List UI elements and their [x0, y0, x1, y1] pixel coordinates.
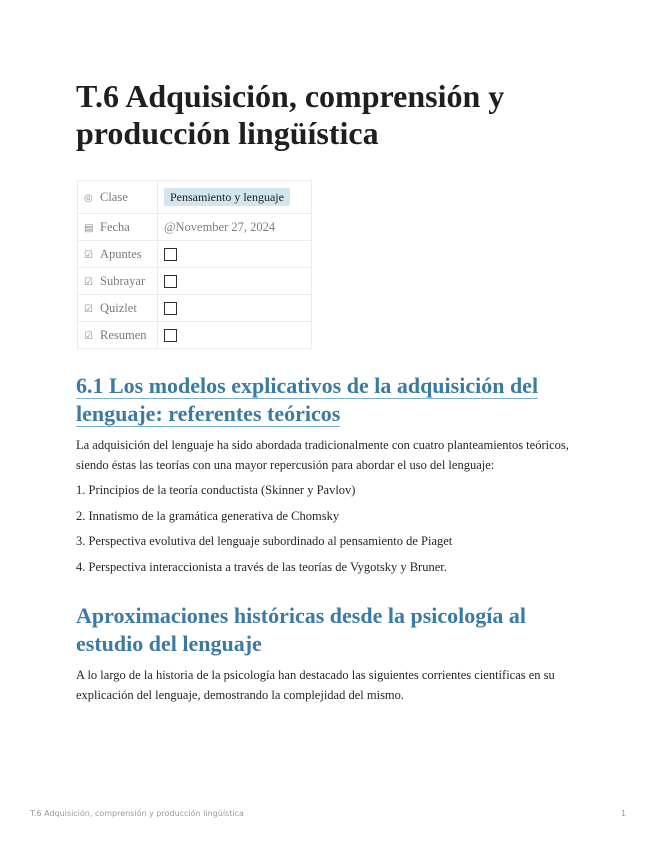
calendar-icon: ▤ [84, 222, 94, 234]
property-row-quizlet [78, 295, 312, 322]
resumen-checkbox[interactable] [164, 329, 177, 342]
subrayar-checkbox[interactable] [164, 275, 177, 288]
property-row-apuntes [78, 241, 312, 268]
section-heading-6-1: 6.1 Los modelos explicativos de la adquisición del lenguaje: referentes teóricos [76, 373, 539, 426]
checkbox-prop-icon: ☑ [84, 330, 93, 342]
properties-table [77, 180, 312, 349]
footer-title: T.6 Adquisición, comprensión y producción lingüística [30, 809, 244, 818]
list-item: 2. Innatismo de la gramática generativa de Chomsky [76, 509, 340, 523]
section-intro: La adquisición del lenguaje ha sido abordada tradicionalmente con cuatro planteamientos teóricos, siendo éstas las teorías con una mayor repercusión para abordar el uso del lenguaje: [76, 438, 569, 472]
property-key: Quizlet [100, 300, 137, 315]
page-title: T.6 Adquisición, comprensión y producción lingüística [76, 78, 505, 151]
footer-page-number: 1 [621, 809, 627, 818]
property-row-fecha [78, 214, 312, 241]
list-item: 4. Perspectiva interaccionista a través de las teorías de Vygotsky y Bruner. [76, 560, 447, 574]
checkbox-prop-icon: ☑ [84, 303, 93, 315]
checkbox-prop-icon: ☑ [84, 249, 93, 261]
property-row-subrayar [78, 268, 312, 295]
list-item: 1. Principios de la teoría conductista (Skinner y Pavlov) [76, 483, 356, 497]
date-value[interactable]: @November 27, 2024 [164, 219, 276, 234]
section-heading-aproximaciones: Aproximaciones históricas desde la psicología al estudio del lenguaje [76, 603, 526, 656]
property-key: Apuntes [100, 246, 142, 261]
checkbox-prop-icon: ☑ [84, 276, 93, 288]
property-key: Fecha [100, 219, 130, 234]
property-key: Resumen [100, 327, 147, 342]
clase-icon: ◎ [84, 192, 93, 204]
property-row-clase [78, 181, 312, 214]
clase-tag[interactable]: Pensamiento y lenguaje [164, 188, 290, 206]
list-item: 3. Perspectiva evolutiva del lenguaje subordinado al pensamiento de Piaget [76, 534, 453, 548]
property-key: Clase [100, 189, 128, 204]
property-key: Subrayar [100, 273, 146, 288]
quizlet-checkbox[interactable] [164, 302, 177, 315]
apuntes-checkbox[interactable] [164, 248, 177, 261]
section-text: A lo largo de la historia de la psicología han destacado las siguientes corrientes científicas en su explicación del lenguaje, demostrando la complejidad del mismo. [76, 668, 555, 702]
property-row-resumen [78, 322, 312, 349]
